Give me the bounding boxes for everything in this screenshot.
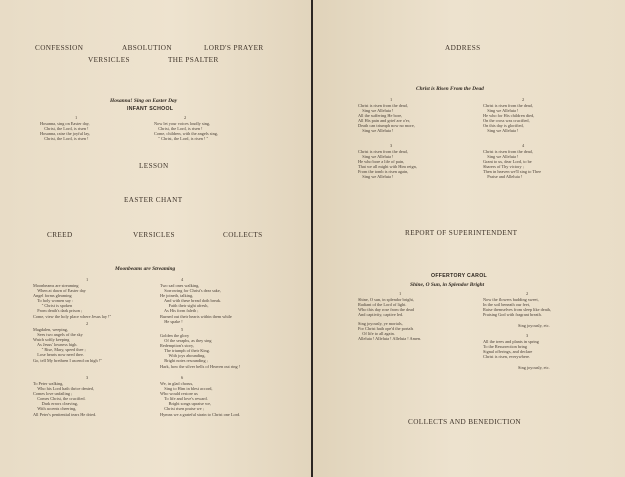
heading-collects-benediction: COLLECTS AND BENEDICTION: [408, 418, 522, 426]
hymn1-title: Hosanna! Sing on Easter Day: [110, 98, 178, 104]
offertory-chorus3: Sing joyously, etc.: [518, 365, 550, 370]
hymn2-v1-number: 1: [86, 277, 89, 282]
heading-psalter: THE PSALTER: [168, 56, 219, 64]
offertory-v2-number: 2: [526, 291, 529, 296]
hymn1-verse1: Hosanna, sing on Easter day, Christ, the Lord, is risen ! Hosanna, raise the joyful lay, Christ, the Lord, is risen !: [40, 121, 91, 142]
left-page: [0, 0, 311, 477]
hymn2-v6-number: 6: [181, 375, 184, 380]
hymn1-verse2: Now let your voices loudly sing, Christ, the Lord, is risen ! Come, children, with the angels sing, " Christ, the Lord, is risen ! ": [154, 121, 218, 142]
hymn2-v4-number: 4: [181, 277, 184, 282]
heading-address: ADDRESS: [445, 44, 481, 52]
hymn3-verse4: Christ is risen from the dead, Sing we Alleluia ! Grant to us, dear Lord, to be Sharers of Thy victory ; Then in heaven we'll sing to Thee Praise and Alleluia !: [483, 149, 541, 180]
offertory-chorus1: Sing joyously, ye mortals, For Christ hath ope'd the portals Of life to all again. Alleluia ! Alleluia ! Alleluia ! Amen.: [358, 321, 422, 342]
hymn2-verse2: Magdalen, weeping, Sees two angels of the sky Watch softly keeping As Jesus' lowness high. " Rise, Mary, speed thee ; Lose hearts now need thee. Go, tell My brethren I ascend on high !": [33, 327, 102, 363]
offertory-chorus2: Sing joyously, etc.: [518, 323, 550, 328]
hymn2-verse6: We, in glad chorus, Sing to Him in blest accord, Who would restore us To life and love's reward. Bright songs upraise we, Christ risen praise we ; Hymns we a grateful strain to Christ one Lord.: [160, 381, 241, 417]
hymn3-v3-number: 3: [390, 143, 393, 148]
hymn1-verse2-number: 2: [184, 115, 187, 120]
hymn1-verse1-number: 1: [75, 115, 78, 120]
hymn2-verse4: Two sad ones walking, Sorrowing for Christ's dear sake, He joineth, talking, And with these bread doth break. Faith their sight afresh, As His form faleth ; Burned out their hearts within them while He spake !: [160, 283, 232, 324]
hymn2-verse5: Golden the glory Of the seraphs, as they sing Redemption's story, The triumph of their King. With joys abounding, Bright notes resounding ; Hark, how the silver bells of Heaven out ring !: [160, 333, 241, 369]
hymn3-title: Christ is Risen From the Dead: [416, 86, 484, 92]
heading-absolution: ABSOLUTION: [122, 44, 172, 52]
offertory-verse2: Now the flowers budding sweet, In the soil beneath our feet, Raise themselves from sleep like death, Praising God with fragrant breath.: [483, 297, 552, 318]
hymn3-verse3: Christ is risen from the dead, Sing we Alleluia ! He who bore a life of pain, That we all might with Him reign, From the tomb is risen again, Sing we Alleluia !: [358, 149, 417, 180]
hymn3-v1-number: 1: [390, 97, 393, 102]
hymn2-verse1: Moonbeams are streaming When at dawn of Easter day Angel forms gleaming To holy women say : " Christ is spoken From death's dark prison ; Come, view the holy place where Jesus lay !": [33, 283, 112, 319]
offertory-verse1: Shine, O sun, in splendor bright, Radiant of the Lord of light. Who this day rose from the dead And captivity, captive led.: [358, 297, 415, 318]
hymn3-verse1: Christ is risen from the dead, Sing we Alleluia ! All the suffering He bore, All His pain and grief are o'er, Death can triumph now no more, Sing we Alleluia !: [358, 103, 415, 134]
right-page: [313, 0, 625, 477]
hymn2-v5-number: 5: [181, 327, 184, 332]
hymn2-title: Moonbeams are Streaming: [115, 266, 176, 272]
heading-creed: CREED: [47, 231, 73, 239]
hymn2-v2-number: 2: [86, 321, 89, 326]
hymn3-v4-number: 4: [522, 143, 525, 148]
heading-collects: COLLECTS: [223, 231, 263, 239]
heading-report: REPORT OF SUPERINTENDENT: [405, 229, 518, 237]
offertory-title: OFFERTORY CAROL: [431, 273, 487, 279]
hymn2-verse3: To Peter walking, Who his Lord hath thrice denied, Comes love unfailing ; Comes Christ, the crucified. Dark errors cleaving, With accents cheering, All Peter's penitential tears He dried.: [33, 381, 97, 417]
offertory-subtitle: Shine, O Sun, in Splendor Bright: [410, 282, 485, 288]
offertory-v3-number: 3: [526, 333, 529, 338]
heading-versicles: VERSICLES: [88, 56, 130, 64]
heading-easter-chant: EASTER CHANT: [124, 196, 183, 204]
heading-lords-prayer: LORD'S PRAYER: [204, 44, 264, 52]
heading-versicles-2: VERSICLES: [133, 231, 175, 239]
hymn3-v2-number: 2: [522, 97, 525, 102]
hymn1-subtitle: INFANT SCHOOL: [127, 106, 174, 112]
offertory-v1-number: 1: [399, 291, 402, 296]
offertory-verse3: All the trees and plants in spring To the Resurrection bring Signal offerings, and declare Christ is risen, everywhere.: [483, 339, 539, 360]
hymn2-v3-number: 3: [86, 375, 89, 380]
heading-lesson: LESSON: [139, 162, 169, 170]
heading-confession: CONFESSION: [35, 44, 84, 52]
hymn3-verse2: Christ is risen from the dead, Sing we Alleluia ! He who for His children died, On the cross was crucified, On this day is glorified, Sing we Alleluia !: [483, 103, 535, 134]
